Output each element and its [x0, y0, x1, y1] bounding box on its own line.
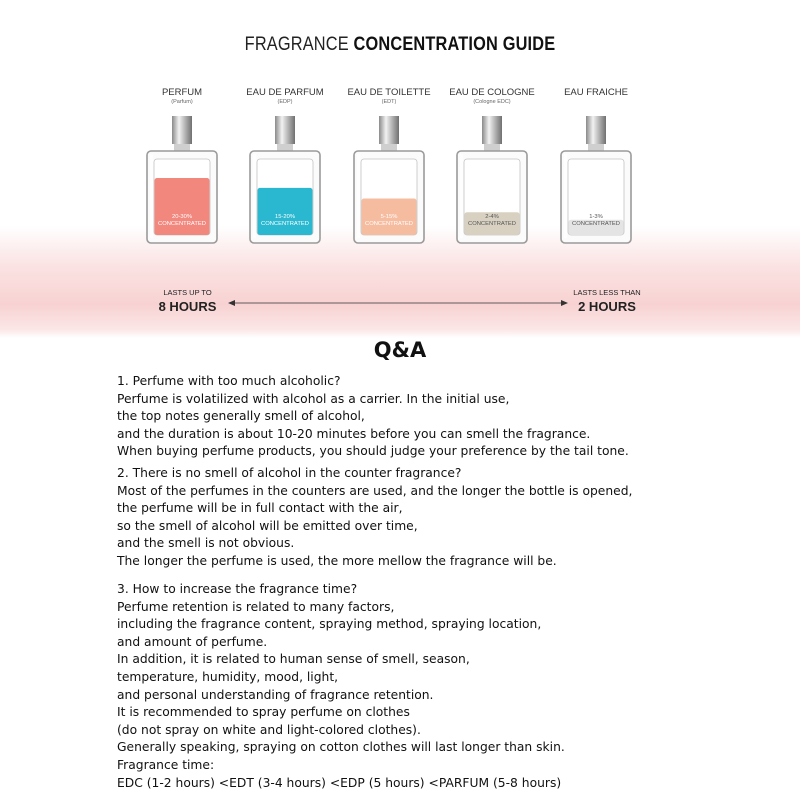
- concentrated-text: CONCENTRATED: [572, 220, 620, 227]
- bottle-abbreviation: (EDT): [381, 99, 397, 105]
- concentrated-text: CONCENTRATED: [261, 220, 309, 227]
- concentrated-text: CONCENTRATED: [158, 220, 206, 227]
- title-light: FRAGRANCE: [244, 34, 349, 55]
- perfume-bottle: [337, 84, 441, 244]
- qa-line: Fragrance time:: [117, 757, 215, 772]
- perfume-bottle: [233, 84, 337, 244]
- page-title: [56, 34, 744, 56]
- concentration-label: [337, 214, 441, 227]
- qa-block-2: [117, 465, 632, 571]
- concentrated-text: CONCENTRATED: [365, 220, 413, 227]
- concentration-percent: 5-15%: [380, 214, 398, 220]
- bottle-name: EAU DE TOILETTE: [347, 87, 431, 98]
- lasts-less-than: [567, 288, 647, 314]
- concentrated-text: CONCENTRATED: [468, 220, 516, 227]
- qa-question: 1. Perfume with too much alcoholic?: [117, 374, 341, 388]
- bottle-abbreviation: (EDP): [277, 99, 293, 105]
- lasts-left-label: LASTS UP TO: [163, 288, 212, 297]
- perfume-liquid: [258, 188, 313, 235]
- qa-line: including the fragrance content, spraying method, spraying location,: [117, 617, 542, 632]
- concentration-percent: 20-30%: [172, 214, 192, 220]
- qa-line: In addition, it is related to human sense of smell, season,: [117, 652, 470, 667]
- concentration-label: [233, 214, 337, 227]
- bottle-cap: [482, 116, 502, 144]
- bottle-name: PERFUM: [161, 87, 203, 98]
- qa-line: Most of the perfumes in the counters are used, and the longer the bottle is opened,: [117, 483, 633, 498]
- bottle-name: EAU DE PARFUM: [246, 87, 324, 98]
- qa-line: EDC (1-2 hours) <EDT (3-4 hours) <EDP (5 hours) <PARFUM (5-8 hours): [117, 775, 562, 790]
- concentration-label: [544, 214, 648, 227]
- bottle-cap: [586, 116, 606, 144]
- bottle-name: EAU FRAICHE: [564, 87, 628, 98]
- concentration-percent: 15-20%: [275, 214, 295, 220]
- qa-line: and the smell is not obvious.: [117, 536, 295, 551]
- qa-line: and personal understanding of fragrance retention.: [117, 687, 434, 702]
- perfume-bottle: [440, 84, 544, 244]
- bottle-name: EAU DE COLOGNE: [449, 87, 535, 98]
- title-bold: CONCENTRATION GUIDE: [353, 34, 556, 55]
- qa-line: When buying perfume products, you should judge your preference by the tail tone.: [117, 444, 629, 459]
- qa-line: Perfume is volatilized with alcohol as a carrier. In the initial use,: [117, 391, 510, 406]
- perfume-bottle: [130, 84, 234, 244]
- qa-line: (do not spray on white and light-colored clothes).: [117, 722, 421, 737]
- qa-question: 2. There is no smell of alcohol in the counter fragrance?: [117, 466, 462, 480]
- qa-line: Generally speaking, spraying on cotton clothes will last longer than skin.: [117, 740, 565, 755]
- qa-line: the top notes generally smell of alcohol,: [117, 409, 365, 424]
- qa-line: It is recommended to spray perfume on clothes: [117, 705, 410, 720]
- concentration-percent: 1-3%: [589, 214, 603, 220]
- qa-line: and the duration is about 10-20 minutes before you can smell the fragrance.: [117, 426, 591, 441]
- qa-title: Q&A: [373, 338, 427, 362]
- bottle-abbreviation: (Parfum): [171, 99, 193, 105]
- bottle-cap: [172, 116, 192, 144]
- lasts-up-to: [150, 288, 225, 314]
- bottle-abbreviation: (Cologne EDC): [473, 99, 511, 105]
- qa-line: so the smell of alcohol will be emitted over time,: [117, 518, 418, 533]
- concentration-label: [130, 214, 234, 227]
- qa-line: and amount of perfume.: [117, 634, 268, 649]
- qa-line: The longer the perfume is used, the more mellow the fragrance will be.: [117, 553, 557, 568]
- qa-line: Perfume retention is related to many factors,: [117, 599, 395, 614]
- concentration-label: [440, 214, 544, 227]
- qa-line: temperature, humidity, mood, light,: [117, 669, 339, 684]
- duration-arrow: [228, 297, 568, 309]
- lasts-right-label: LASTS LESS THAN: [573, 288, 641, 297]
- qa-block-1: [117, 373, 629, 461]
- concentration-percent: 2-4%: [485, 214, 499, 220]
- perfume-bottle: [544, 84, 648, 244]
- qa-question: 3. How to increase the fragrance time?: [117, 582, 358, 596]
- lasts-right-value: 2 HOURS: [578, 299, 636, 314]
- bottle-cap: [275, 116, 295, 144]
- bottle-cap: [379, 116, 399, 144]
- qa-line: the perfume will be in full contact with the air,: [117, 501, 403, 516]
- lasts-left-value: 8 HOURS: [158, 299, 217, 314]
- qa-block-3: [117, 581, 565, 792]
